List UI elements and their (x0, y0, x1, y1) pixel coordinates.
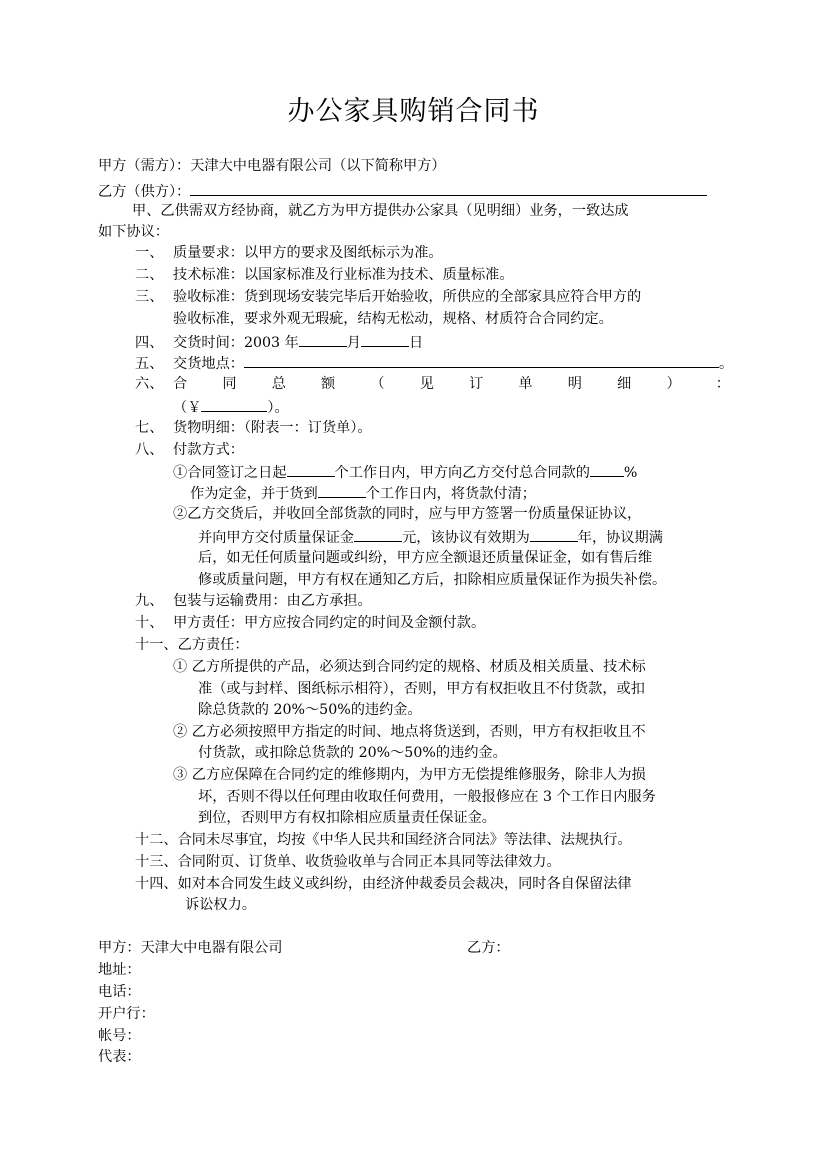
clause-14: 十四、如对本合同发生歧义或纠纷，由经济仲裁委员会裁决，同时各自保留法律 (135, 876, 632, 892)
delivery-year: 交货时间：2003 年 (173, 335, 299, 351)
clause-3 (135, 287, 641, 308)
clause-5 (135, 352, 733, 375)
clause-6-number: 六、 (135, 376, 164, 392)
signature-bank: 开户行： (98, 1006, 155, 1022)
clause-6-justified-text (173, 374, 730, 395)
clause-8 (135, 440, 244, 461)
days-blank (318, 482, 366, 498)
document-title: 办公家具购销合同书 (287, 96, 540, 127)
clause-number: 四、 (135, 335, 164, 351)
delivery-place-blank (244, 352, 719, 368)
party-b-line (98, 180, 707, 203)
party-b-label: 乙方（供方）： (98, 184, 191, 200)
period: 。 (718, 356, 734, 372)
clause-6-char: ： (715, 376, 730, 392)
clause-6-char: 订 (469, 376, 484, 392)
clause-8-2d: 修或质量问题，甲方有权在通知乙方后，扣除相应质量保证作为损失补偿。 (198, 572, 667, 588)
clause-number: 一、 (135, 245, 164, 261)
day-blank (361, 331, 409, 347)
clause-number: 九、 (135, 593, 164, 609)
clause-2 (135, 265, 514, 286)
intro-line-1: 甲、乙供需双方经协商，就乙方为甲方提供办公家具（见明细）业务，一致达成 (132, 203, 629, 219)
signature-party-a: 甲方：天津大中电器有限公司 (98, 940, 283, 956)
clause-12: 十二、合同未尽事宜，均按《中华人民共和国经济合同法》等法律、法规执行。 (135, 832, 632, 848)
clause-8-1b (190, 482, 536, 505)
signature-representative: 代表： (98, 1049, 141, 1065)
text: 元，该协议有效期为 (402, 530, 530, 546)
deposit-blank (354, 526, 402, 542)
clause-9 (135, 591, 372, 612)
clause-number: 七、 (135, 420, 164, 436)
clause-6-char: 明 (567, 376, 582, 392)
clause-8-1a (173, 461, 637, 484)
clause-text: 技术标准：以国家标准及行业标准为技术、质量标准。 (173, 267, 514, 283)
party-b-blank (190, 180, 707, 196)
delivery-place-label: 交货地点： (173, 356, 244, 372)
text: 个工作日内，甲方向乙方交付总合同款的 (334, 465, 590, 481)
clause-6-char: 总 (271, 376, 286, 392)
clause-8-2c: 后，如无任何质量问题或纠纷，甲方应全额退还质量保证金，如有售后维 (198, 550, 653, 566)
clause-text: 验收标准：货到现场安装完毕后开始验收，所供应的全部家具应符合甲方的 (173, 289, 642, 305)
clause-6-char: 同 (222, 376, 237, 392)
amount-blank (201, 396, 267, 412)
clause-number: 十、 (135, 615, 164, 631)
clause-8-2a: ②乙方交货后，并收回全部货款的同时，应与甲方签署一份质量保证协议， (173, 506, 642, 522)
clause-11-1c: 除总货款的 20%～50%的违约金。 (198, 702, 422, 718)
month-blank (299, 331, 347, 347)
currency-open: （￥ (173, 400, 202, 416)
clause-6-char: 合 (173, 376, 188, 392)
clause-6-char: 额 (321, 376, 336, 392)
clause-7 (135, 418, 372, 439)
clause-11-1b: 准（或与封样、图纸标示相符），否则，甲方有权拒收且不付货款，或扣 (198, 681, 645, 697)
clause-11-1a: ① 乙方所提供的产品，必须达到合同约定的规格、材质及相关质量、技术标 (173, 659, 646, 675)
clause-8-2b (198, 526, 663, 549)
clause-4 (135, 331, 423, 354)
clause-3-cont: 验收标准，要求外观无瑕疵，结构无松动，规格、材质符合合同约定。 (173, 311, 613, 327)
text: 并向甲方交付质量保证金 (198, 530, 355, 546)
clause-text: 付款方式： (173, 442, 244, 458)
clause-10 (135, 613, 485, 634)
years-blank (530, 526, 578, 542)
party-a-line: 甲方（需方）：天津大中电器有限公司（以下简称甲方） (98, 158, 446, 174)
clause-text: 甲方责任：甲方应按合同约定的时间及金额付款。 (173, 615, 486, 631)
clause-11-3b: 坏，否则不得以任何理由收取任何费用，一般报修应在 3 个工作日内服务 (198, 789, 656, 805)
text: 作为定金，并于货到 (190, 486, 318, 502)
clause-6-amount (173, 396, 289, 419)
signature-party-b: 乙方： (467, 940, 510, 956)
currency-close: ）。 (267, 400, 289, 416)
clause-6-char: （ (370, 376, 385, 392)
clause-11-2b: 付货款，或扣除总货款的 20%～50%的违约金。 (198, 745, 507, 761)
clause-1 (135, 243, 443, 264)
clause-6-char: 见 (419, 376, 434, 392)
clause-text: 质量要求：以甲方的要求及图纸标示为准。 (173, 245, 443, 261)
clause-6-char: 细 (617, 376, 632, 392)
clause-number: 八、 (135, 442, 164, 458)
text: 个工作日内，将货款付清； (365, 486, 536, 502)
month-label: 月 (346, 335, 361, 351)
percent-blank (590, 461, 624, 477)
days-blank (287, 461, 335, 477)
clause-11-3c: 到位，否则甲方有权扣除相应质量责任保证金。 (198, 810, 496, 826)
signature-address: 地址： (98, 962, 141, 978)
clause-11-2a: ② 乙方必须按照甲方指定的时间、地点将货送到，否则，甲方有权拒收且不 (173, 724, 646, 740)
clause-number: 二、 (135, 267, 164, 283)
clause-number: 五、 (135, 356, 164, 372)
day-label: 日 (408, 335, 424, 351)
clause-6-char: 单 (518, 376, 533, 392)
text: 年，协议期满 (577, 530, 663, 546)
signature-account: 帐号： (98, 1028, 141, 1044)
clause-text: 货物明细：（附表一：订货单）。 (173, 420, 372, 436)
clause-11: 十一、乙方责任： (135, 637, 249, 653)
text: % (623, 465, 638, 481)
clause-number: 三、 (135, 289, 164, 305)
clause-14-cont: 诉讼权力。 (185, 897, 256, 913)
signature-phone: 电话： (98, 984, 141, 1000)
clause-6-char: ） (666, 376, 681, 392)
text: ①合同签订之日起 (173, 465, 287, 481)
clause-11-3a: ③ 乙方应保障在合同约定的维修期内，为甲方无偿提维修服务，除非人为损 (173, 767, 646, 783)
clause-13: 十三、合同附页、订货单、收货验收单与合同正本具同等法律效力。 (135, 854, 561, 870)
intro-line-2: 如下协议： (98, 224, 169, 240)
clause-text: 包装与运输费用：由乙方承担。 (173, 593, 372, 609)
